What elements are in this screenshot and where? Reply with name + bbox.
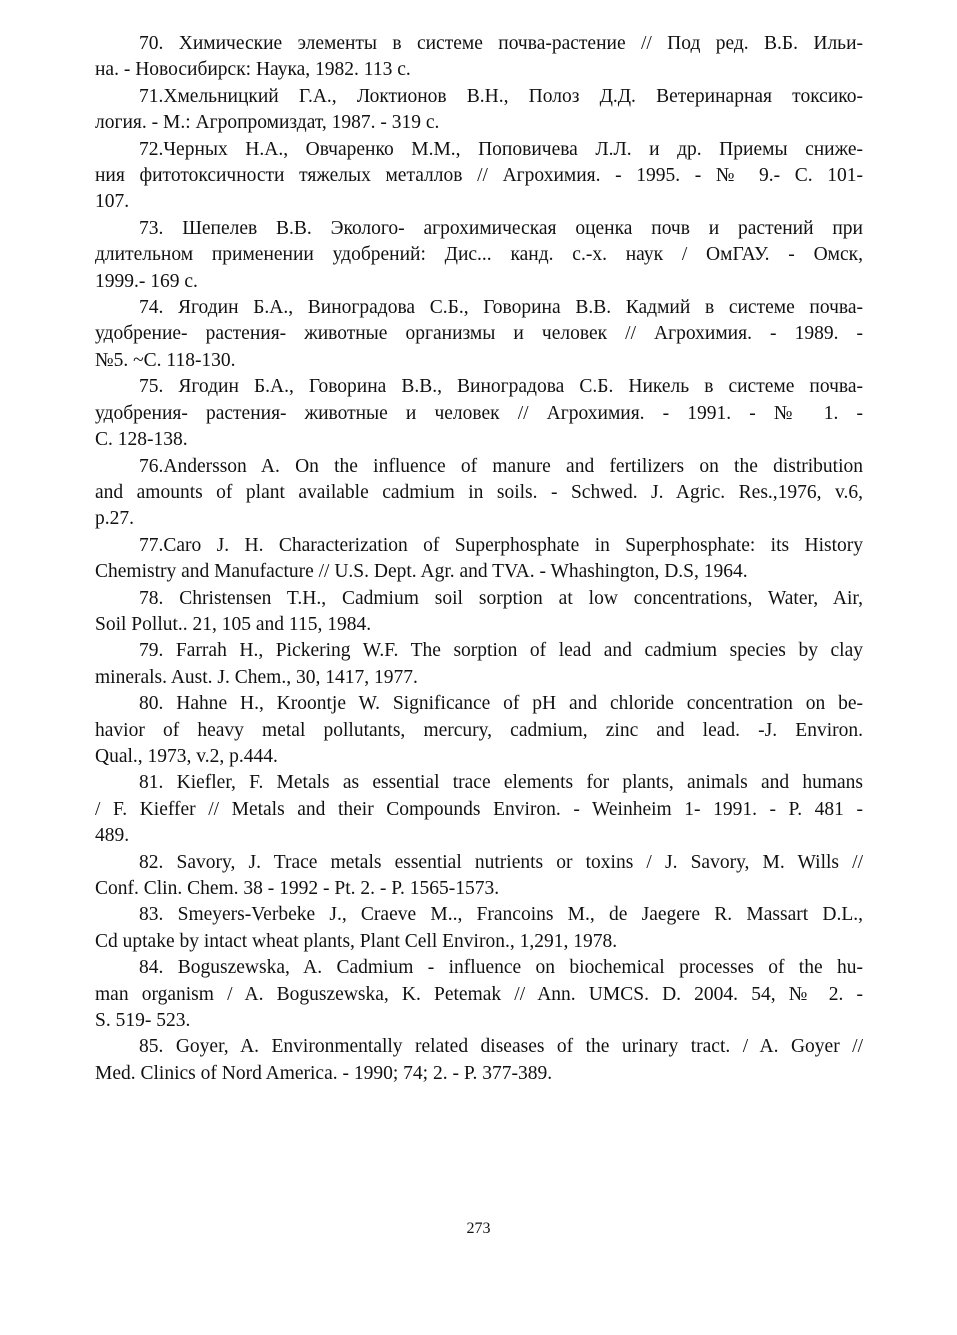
reference-line: havior of heavy metal pollutants, mercury, cadmium, zinc and lead. -J. Environ. — [95, 719, 863, 741]
reference-entry — [95, 770, 863, 849]
reference-line: удобрения- растения- животные и человек // Агрохимия. - 1991. - № 1. - — [95, 402, 863, 424]
reference-line: 77.Caro J. H. Characterization of Superphosphate in Superphosphate: its History — [139, 534, 863, 556]
reference-line: 81. Kiefler, F. Metals as essential trace elements for plants, animals and humans — [139, 772, 863, 794]
reference-line: 1999.- 169 с. — [95, 270, 198, 292]
reference-list — [95, 31, 863, 1087]
reference-line: 82. Savory, J. Trace metals essential nutrients or toxins / J. Savory, M. Wills // — [139, 851, 863, 873]
page-number: 273 — [466, 1220, 491, 1237]
reference-line: and amounts of plant available cadmium in soils. - Schwed. J. Agric. Res.,1976, v.6, — [95, 481, 863, 503]
reference-line: Soil Pollut.. 21, 105 and 115, 1984. — [95, 613, 372, 635]
reference-line: minerals. Aust. J. Chem., 30, 1417, 1977. — [95, 666, 418, 688]
reference-line: 80. Hahne H., Kroontje W. Significance of pH and chloride concentration on be- — [139, 693, 863, 715]
reference-line: 85. Goyer, A. Environmentally related diseases of the urinary tract. / A. Goyer // — [139, 1036, 863, 1058]
reference-entry — [95, 216, 863, 295]
reference-entry — [95, 31, 863, 84]
reference-entry — [95, 638, 863, 691]
reference-line: Cd uptake by intact wheat plants, Plant Cell Environ., 1,291, 1978. — [95, 930, 618, 952]
reference-entry — [95, 84, 863, 137]
reference-line: 71.Хмельницкий Г.А., Локтионов В.Н., Полоз Д.Д. Ветеринарная токсико- — [139, 85, 863, 107]
reference-line: 76.Andersson A. On the influence of manure and fertilizers on the distribution — [139, 455, 863, 477]
reference-line: удобрение- растения- животные организмы и человек // Агрохимия. - 1989. - — [95, 323, 863, 345]
reference-entry — [95, 955, 863, 1034]
reference-entry — [95, 454, 863, 533]
reference-entry — [95, 1034, 863, 1087]
reference-entry — [95, 691, 863, 770]
reference-line: 78. Christensen T.H., Cadmium soil sorption at low concentrations, Water, Air, — [139, 587, 863, 609]
reference-entry — [95, 374, 863, 453]
reference-line: 79. Farrah H., Pickering W.F. The sorption of lead and cadmium species by clay — [139, 640, 863, 662]
reference-entry — [95, 902, 863, 955]
reference-line: №5. ~С. 118-130. — [95, 349, 236, 371]
reference-line: p.27. — [95, 508, 134, 530]
reference-line: 72.Черных Н.А., Овчаренко М.М., Поповичева Л.Л. и др. Приемы сниже- — [139, 138, 863, 160]
reference-line: С. 128-138. — [95, 429, 188, 451]
reference-entry — [95, 586, 863, 639]
reference-line: 84. Boguszewska, A. Cadmium - influence on biochemical processes of the hu- — [139, 957, 863, 979]
reference-line: на. - Новосибирск: Наука, 1982. 113 с. — [95, 59, 411, 81]
reference-line: Chemistry and Manufacture // U.S. Dept. Agr. and TVA. - Whashington, D.S, 1964. — [95, 561, 748, 583]
reference-line: 489. — [95, 825, 130, 847]
reference-line: man organism / A. Boguszewska, K. Petemak // Ann. UMCS. D. 2004. 54, № 2. - — [95, 983, 863, 1005]
reference-line: ния фитотоксичности тяжелых металлов // Агрохимия. - 1995. - № 9.- С. 101- — [95, 165, 863, 187]
reference-line: / F. Kieffer // Metals and their Compounds Environ. - Weinheim 1- 1991. - P. 481 - — [95, 798, 863, 820]
reference-line: 74. Ягодин Б.А., Виноградова С.Б., Говорина В.В. Кадмий в системе почва- — [139, 297, 863, 319]
reference-entry — [95, 533, 863, 586]
reference-line: 75. Ягодин Б.А., Говорина В.В., Виноградова С.Б. Никель в системе почва- — [139, 376, 863, 398]
reference-line: 107. — [95, 191, 130, 213]
reference-line: Qual., 1973, v.2, p.444. — [95, 745, 278, 767]
reference-line: S. 519- 523. — [95, 1010, 191, 1032]
reference-line: Conf. Clin. Chem. 38 - 1992 - Pt. 2. - P. 1565-1573. — [95, 878, 500, 899]
reference-entry — [95, 295, 863, 374]
reference-line: 83. Smeyers-Verbeke J., Craeve M.., Francoins M., de Jaegere R. Massart D.L., — [139, 904, 863, 926]
reference-line: Med. Clinics of Nord America. - 1990; 74; 2. - P. 377-389. — [95, 1062, 553, 1084]
reference-line: 73. Шепелев В.В. Эколого- агрохимическая оценка почв и растений при — [139, 217, 863, 239]
reference-line: 70. Химические элементы в системе почва-растение // Под ред. В.Б. Ильи- — [139, 33, 863, 54]
reference-entry — [95, 850, 863, 903]
reference-entry — [95, 137, 863, 216]
reference-line: длительном применении удобрений: Дис... канд. с.-х. наук / ОмГАУ. - Омск, — [95, 244, 863, 266]
reference-line: логия. - М.: Агропромиздат, 1987. - 319 с. — [95, 112, 440, 134]
